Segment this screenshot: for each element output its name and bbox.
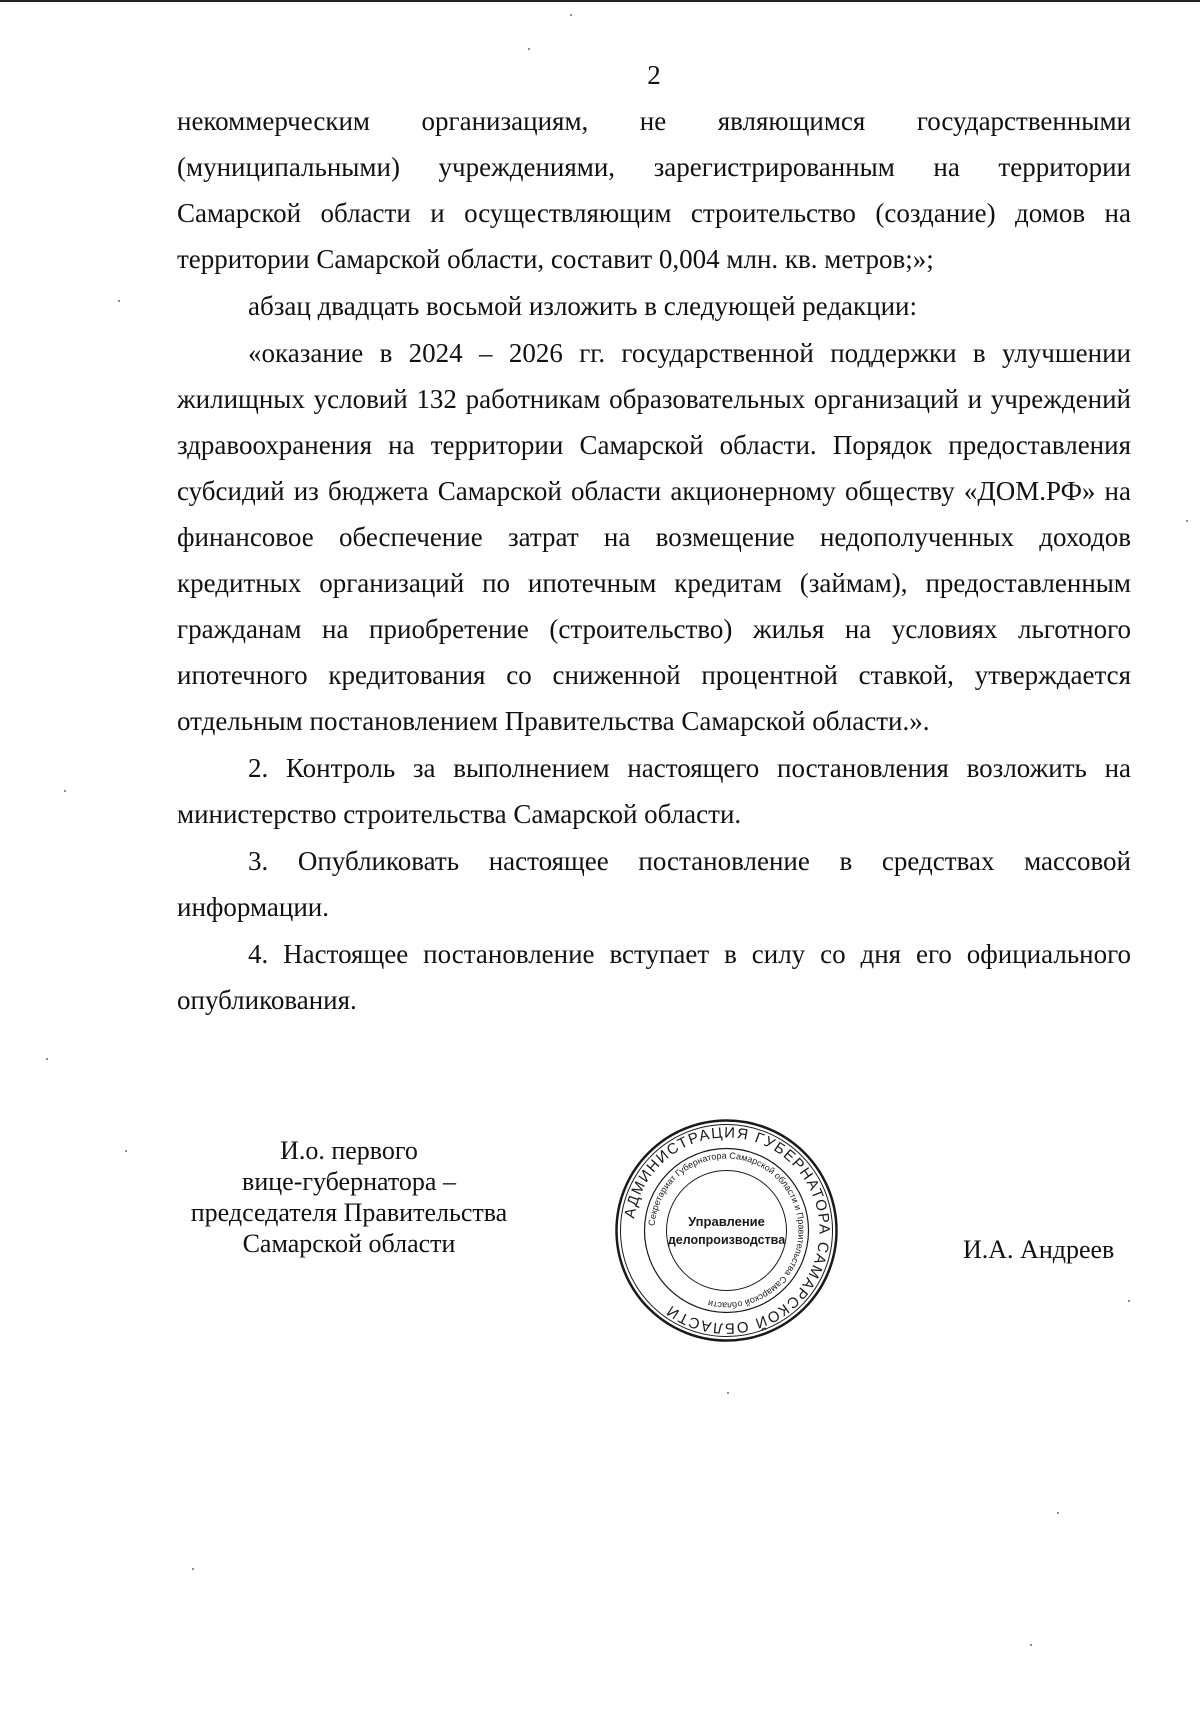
signer-title-line: председателя Правительства: [190, 1198, 508, 1227]
seal-inner-ring: [667, 1171, 787, 1291]
scan-speck: [118, 300, 120, 302]
scan-speck: [1057, 1512, 1059, 1514]
paragraph-item-3: 3. Опубликовать настоящее постановление в средствах массовой информации.: [177, 846, 1131, 922]
paragraph-item-4: 4. Настоящее постановление вступает в силу со дня его официального опубликования.: [177, 939, 1131, 1015]
paragraph-continuation: некоммерческим организациям, не являющимся государственными (муниципальными) учреждениями, зарегистрированным на территории Самарской области и осуществляющим строительство (создание) домов на территории Самарской области, составит 0,004 млн. кв. метров;»;: [177, 106, 1131, 274]
signer-title-block: [172, 1135, 526, 1259]
scan-speck: [64, 790, 66, 792]
signatory-name: И.А. Андреев: [963, 1235, 1115, 1264]
scan-speck: [727, 1392, 729, 1394]
seal-inner-text: Секретариат Губернатора Самарской области и Правительства Самарской области: [646, 1150, 807, 1311]
paragraph-amendment-text: «оказание в 2024 – 2026 гг. государственной поддержки в улучшении жилищных условий 132 работникам образовательных организаций и учреждений здравоохранения на территории Самарской области. Порядок предоставления субсидий из бюджета Самарской области акционерному обществу «ДОМ.РФ» на финансовое обеспечение затрат на возмещение недополученных доходов кредитных организаций по ипотечным кредитам (займам), предоставленным гражданам на приобретение (строительство) жилья на условиях льготного ипотечного кредитования со сниженной процентной ставкой, утверждается отдельным постановлением Правительства Самарской области.».: [177, 338, 1131, 736]
seal-center-line: Управление: [688, 1214, 765, 1229]
scan-speck: [192, 1568, 194, 1570]
seal-center-line: делопроизводства: [667, 1233, 786, 1247]
document-body: [177, 98, 1131, 1023]
paragraph-amendment-intro: абзац двадцать восьмой изложить в следующей редакции:: [248, 291, 918, 321]
official-seal-stamp: [614, 1118, 839, 1343]
scan-edge-line: [0, 0, 1200, 2]
scan-speck: [46, 1058, 48, 1060]
seal-outer-text: АДМИНИСТРАЦИЯ ГУБЕРНАТОРА САМАРСКОЙ ОБЛАСТИ: [621, 1124, 833, 1337]
page-number: 2: [647, 60, 661, 90]
scan-speck: [1186, 520, 1188, 522]
signer-title-line: вице-губернатора –: [242, 1167, 456, 1196]
paragraph-item-2: 2. Контроль за выполнением настоящего постановления возложить на министерство строительства Самарской области.: [177, 753, 1131, 829]
scan-speck: [1128, 1300, 1130, 1302]
scan-speck: [570, 14, 572, 16]
signer-title-line: Самарской области: [242, 1229, 456, 1258]
seal-middle-ring: [645, 1149, 809, 1313]
signer-title-line: И.о. первого: [280, 1136, 418, 1165]
scan-speck: [528, 48, 530, 50]
scan-speck: [1030, 1644, 1032, 1646]
scan-speck: [125, 1150, 127, 1152]
